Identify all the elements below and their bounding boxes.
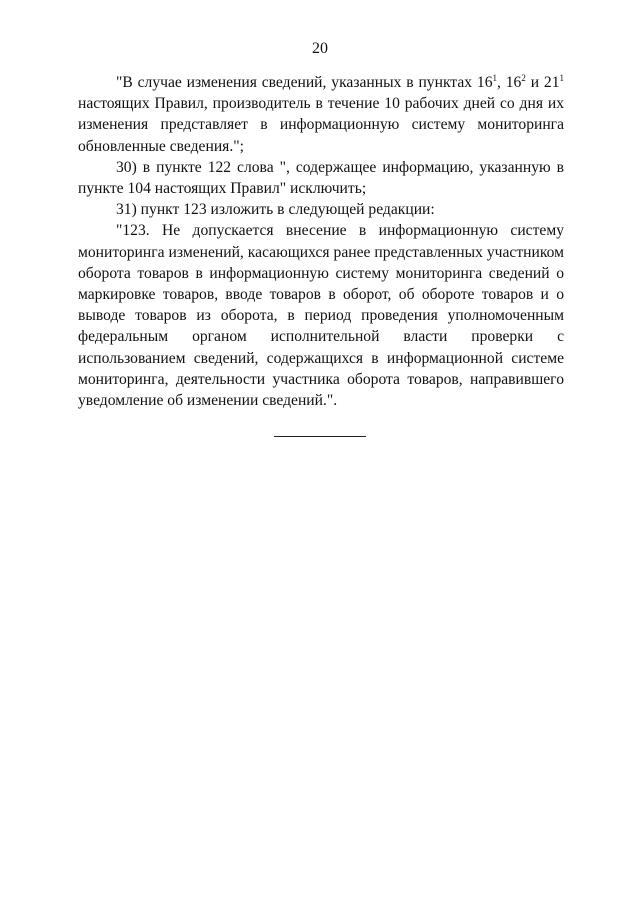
superscript-1: 1 [492,73,497,83]
page-number: 20 [312,40,328,57]
paragraph-text-part: и 21 [525,74,560,91]
paragraph-item-31: 31) пункт 123 изложить в следующей редакции: [116,201,435,219]
document-body [78,72,564,411]
paragraph-item-123: "123. Не допускается внесение в информационную систему мониторинга изменений, касающихся ранее представленных участником оборота товаров в информационную систему мониторинга сведений о маркировке товаров, вводе товаров в оборот, об обороте товаров и о выводе товаров из оборота, в период проведения уполномоченным федеральным органом исполнительной власти проверки с использованием сведений, содержащихся в информационной системе мониторинга, деятельности участника оборота товаров, направившего уведомление об изменении сведений.". [78,222,564,410]
paragraph-text-end: настоящих Правил, производитель в течение 10 рабочих дней со дня их изменения представляет в информационную систему мониторинга обновленные сведения."; [78,95,564,155]
paragraph-item-30: 30) в пункте 122 слова ", содержащее информацию, указанную в пункте 104 настоящих Правил" исключить; [78,158,564,198]
paragraph-text-start: "В случае изменения сведений, указанных в пунктах 16 [116,74,493,91]
paragraph-text-part: , 16 [497,74,522,91]
end-separator-line [274,436,366,437]
paragraph-quoted-amendment [78,72,564,157]
superscript-3: 1 [559,73,565,83]
superscript-2: 2 [521,73,526,83]
